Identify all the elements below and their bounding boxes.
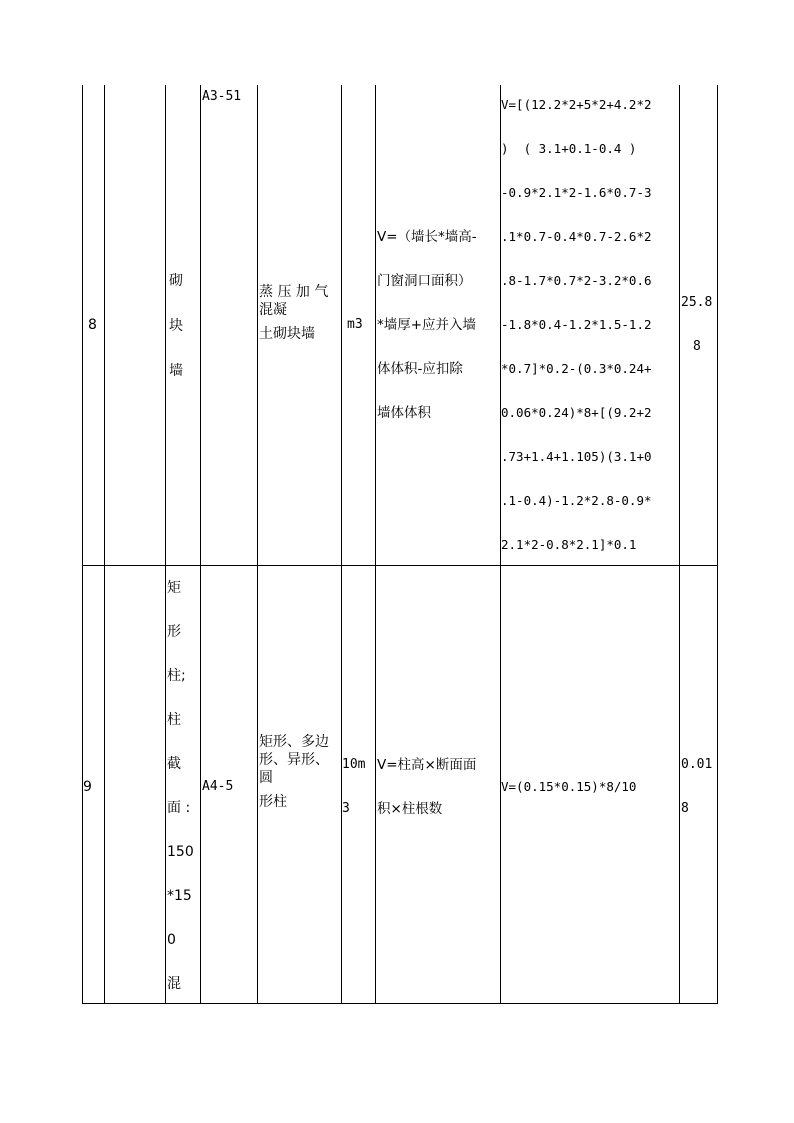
row8-formula-line: -1.8*0.4-1.2*1.5-1.2 — [501, 317, 652, 332]
row8-formula-line: .73+1.4+1.105)(3.1+0 — [501, 449, 652, 464]
row9-name-char: 0 — [167, 932, 176, 948]
row8-formula-line: ) ( 3.1+0.1-0.4 ) — [501, 141, 637, 156]
row8-name-char: 块 — [169, 318, 183, 334]
row9-rule-line: V=柱高×断面面 — [377, 757, 477, 773]
row9-rule — [377, 754, 500, 820]
row8-formula-line: .8-1.7*0.7*2-3.2*0.6 — [501, 273, 652, 288]
row9-desc-line: 矩形、多边 — [259, 734, 329, 750]
row8-formula-line: .1*0.7-0.4*0.7-2.6*2 — [501, 229, 652, 244]
row8-formula-line: 0.06*0.24)*8+[(9.2+2 — [501, 405, 652, 420]
table-border-left — [82, 85, 83, 1004]
row8-desc — [259, 283, 341, 343]
row8-formula-line: 2.1*2-0.8*2.1]*0.1 — [501, 537, 637, 552]
column-divider — [679, 85, 680, 1004]
row9-name-char: 矩 — [167, 580, 181, 596]
column-divider — [104, 85, 105, 1004]
row9-desc-line: 形柱 — [259, 794, 287, 810]
row9-quantity — [681, 754, 712, 820]
row9-index: 9 — [83, 779, 92, 795]
table-border-right — [717, 85, 718, 1004]
column-divider — [375, 85, 376, 1004]
row9-desc-line: 圆 — [259, 770, 273, 786]
row8-rule-line: 门窗洞口面积） — [377, 273, 472, 289]
row9-unit-line: 10m — [342, 757, 366, 772]
row8-formula — [501, 94, 679, 578]
row9-name-char: *15 — [167, 888, 192, 904]
row8-desc-line: 蒸 压 加 气 — [259, 284, 329, 300]
column-divider — [200, 85, 201, 1004]
row9-desc-line: 形、异形、 — [259, 752, 329, 768]
row8-name-char: 墙 — [169, 363, 183, 379]
row8-desc-line: 土砌块墙 — [259, 326, 315, 342]
column-divider — [165, 85, 166, 1004]
row8-unit: m3 — [347, 317, 363, 332]
row8-formula-line: .1-0.4)-1.2*2.8-0.9* — [501, 493, 652, 508]
row8-quantity-line: 8 — [693, 339, 701, 354]
row9-unit — [342, 754, 365, 820]
column-divider — [341, 85, 342, 1004]
row9-unit-line: 3 — [342, 801, 350, 816]
row9-quantity-line: 8 — [681, 801, 689, 816]
row8-rule-line: 体体积-应扣除 — [377, 361, 463, 377]
row9-name-char: 面 : — [167, 800, 191, 816]
row8-rule-line: 墙体体积 — [377, 405, 431, 421]
row9-code: A4-5 — [202, 779, 234, 794]
row8-rule — [377, 226, 500, 446]
row8-quantity — [681, 292, 712, 358]
row9-name-char: 柱 — [167, 712, 181, 728]
row8-formula-line: V=[(12.2*2+5*2+4.2*2 — [501, 97, 652, 112]
row9-rule-line: 积×柱根数 — [377, 801, 443, 817]
row8-name-char: 砌 — [169, 273, 183, 289]
row9-formula: V=(0.15*0.15)*8/10 — [501, 779, 637, 794]
row9-quantity-line: 0.01 — [681, 757, 713, 772]
row8-formula-line: *0.7]*0.2-(0.3*0.24+ — [501, 361, 652, 376]
row9-name-char: 混 — [167, 976, 181, 992]
row8-name — [169, 270, 183, 405]
row9-desc — [259, 733, 341, 811]
row9-name — [167, 577, 194, 995]
table-border-bottom — [82, 1003, 718, 1004]
row8-formula-line: -0.9*2.1*2-1.6*0.7-3 — [501, 185, 652, 200]
row9-name-char: 柱; — [167, 668, 186, 684]
row8-desc-line: 混凝 — [259, 302, 287, 318]
row9-name-char: 150 — [167, 844, 194, 860]
row8-code: A3-51 — [202, 89, 242, 104]
row8-rule-line: *墙厚+应并入墙 — [377, 317, 477, 333]
row8-rule-line: V=（墙长*墙高- — [377, 229, 477, 245]
row9-name-char: 形 — [167, 624, 181, 640]
row8-index: 8 — [88, 317, 97, 333]
column-divider — [257, 85, 258, 1004]
row8-quantity-line: 25.8 — [681, 295, 713, 310]
row9-name-char: 截 — [167, 756, 181, 772]
